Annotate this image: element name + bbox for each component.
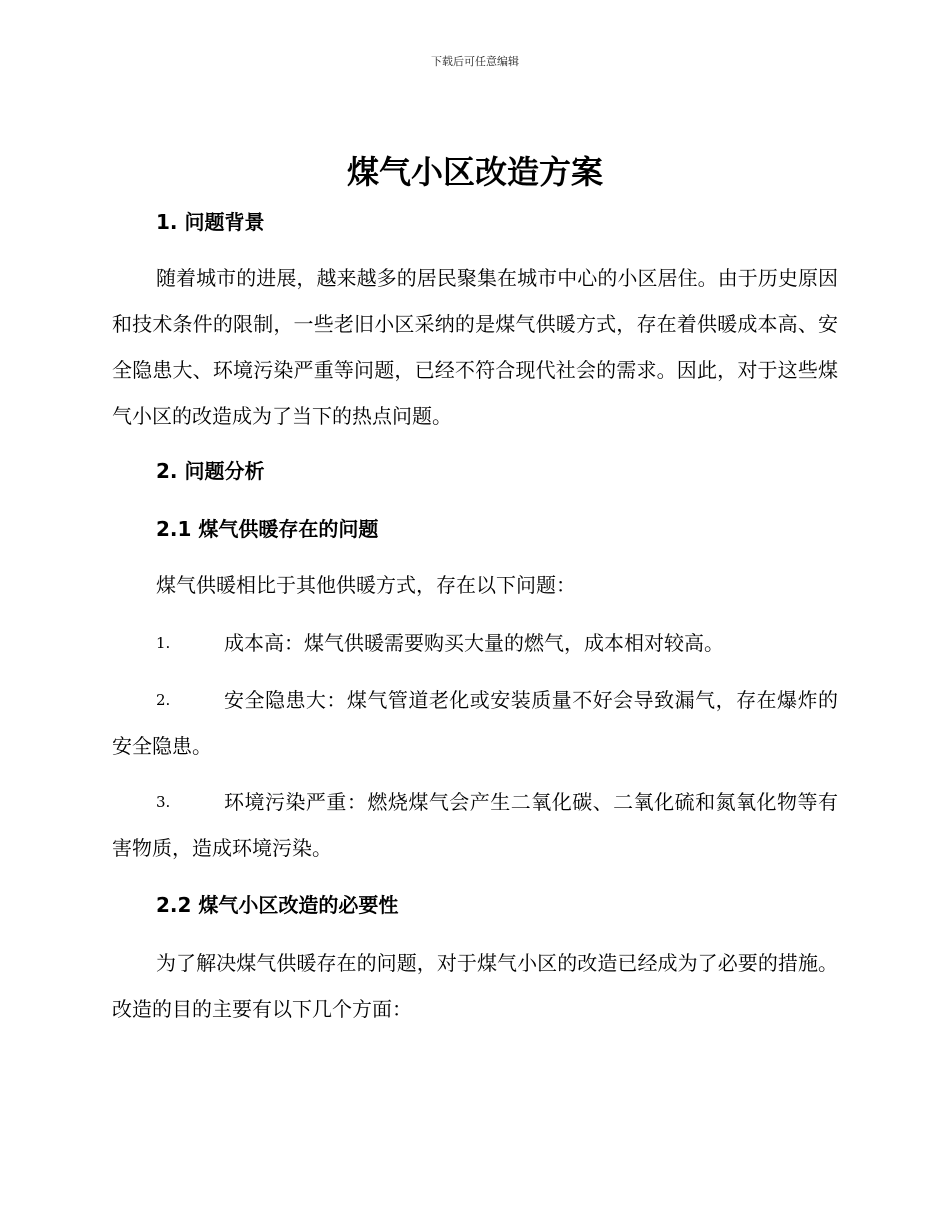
list-item-number: 3. xyxy=(156,793,171,811)
paragraph-problems-intro: 煤气供暖相比于其他供暖方式，存在以下问题： xyxy=(156,573,576,597)
document-title: 煤气小区改造方案 xyxy=(346,153,603,191)
list-item-text: 环境污染严重：燃烧煤气会产生二氧化碳、二氧化硫和氮氧化物等有害物质，造成环境污染。 xyxy=(112,790,838,860)
list-item-text: 安全隐患大：煤气管道老化或安装质量不好会导致漏气，存在爆炸的安全隐患。 xyxy=(112,688,838,758)
paragraph-background: 随着城市的进展，越来越多的居民聚集在城市中心的小区居住。由于历史原因和技术条件的限制，一些老旧小区采纳的是煤气供暖方式，存在着供暖成本高、安全隐患大、环境污染严重等问题，已经不符合现代社会的需求。因此，对于这些煤气小区的改造成为了当下的热点问题。 xyxy=(112,266,838,428)
section-heading-background: 1. 问题背景 xyxy=(156,210,265,234)
list-item-number: 1. xyxy=(156,634,171,652)
list-item xyxy=(112,779,838,871)
list-item-text: 成本高：煤气供暖需要购买大量的燃气，成本相对较高。 xyxy=(224,631,724,655)
list-item xyxy=(112,677,838,769)
subsection-heading-problems: 2.1 煤气供暖存在的问题 xyxy=(156,517,379,541)
page-header-note: 下载后可任意编辑 xyxy=(431,55,519,68)
list-item-number: 2. xyxy=(156,691,171,709)
section-heading-analysis: 2. 问题分析 xyxy=(156,459,265,483)
list-item xyxy=(112,620,838,666)
subsection-heading-necessity: 2.2 煤气小区改造的必要性 xyxy=(156,893,399,917)
paragraph-necessity: 为了解决煤气供暖存在的问题，对于煤气小区的改造已经成为了必要的措施。改造的目的主要有以下几个方面： xyxy=(112,951,838,1021)
